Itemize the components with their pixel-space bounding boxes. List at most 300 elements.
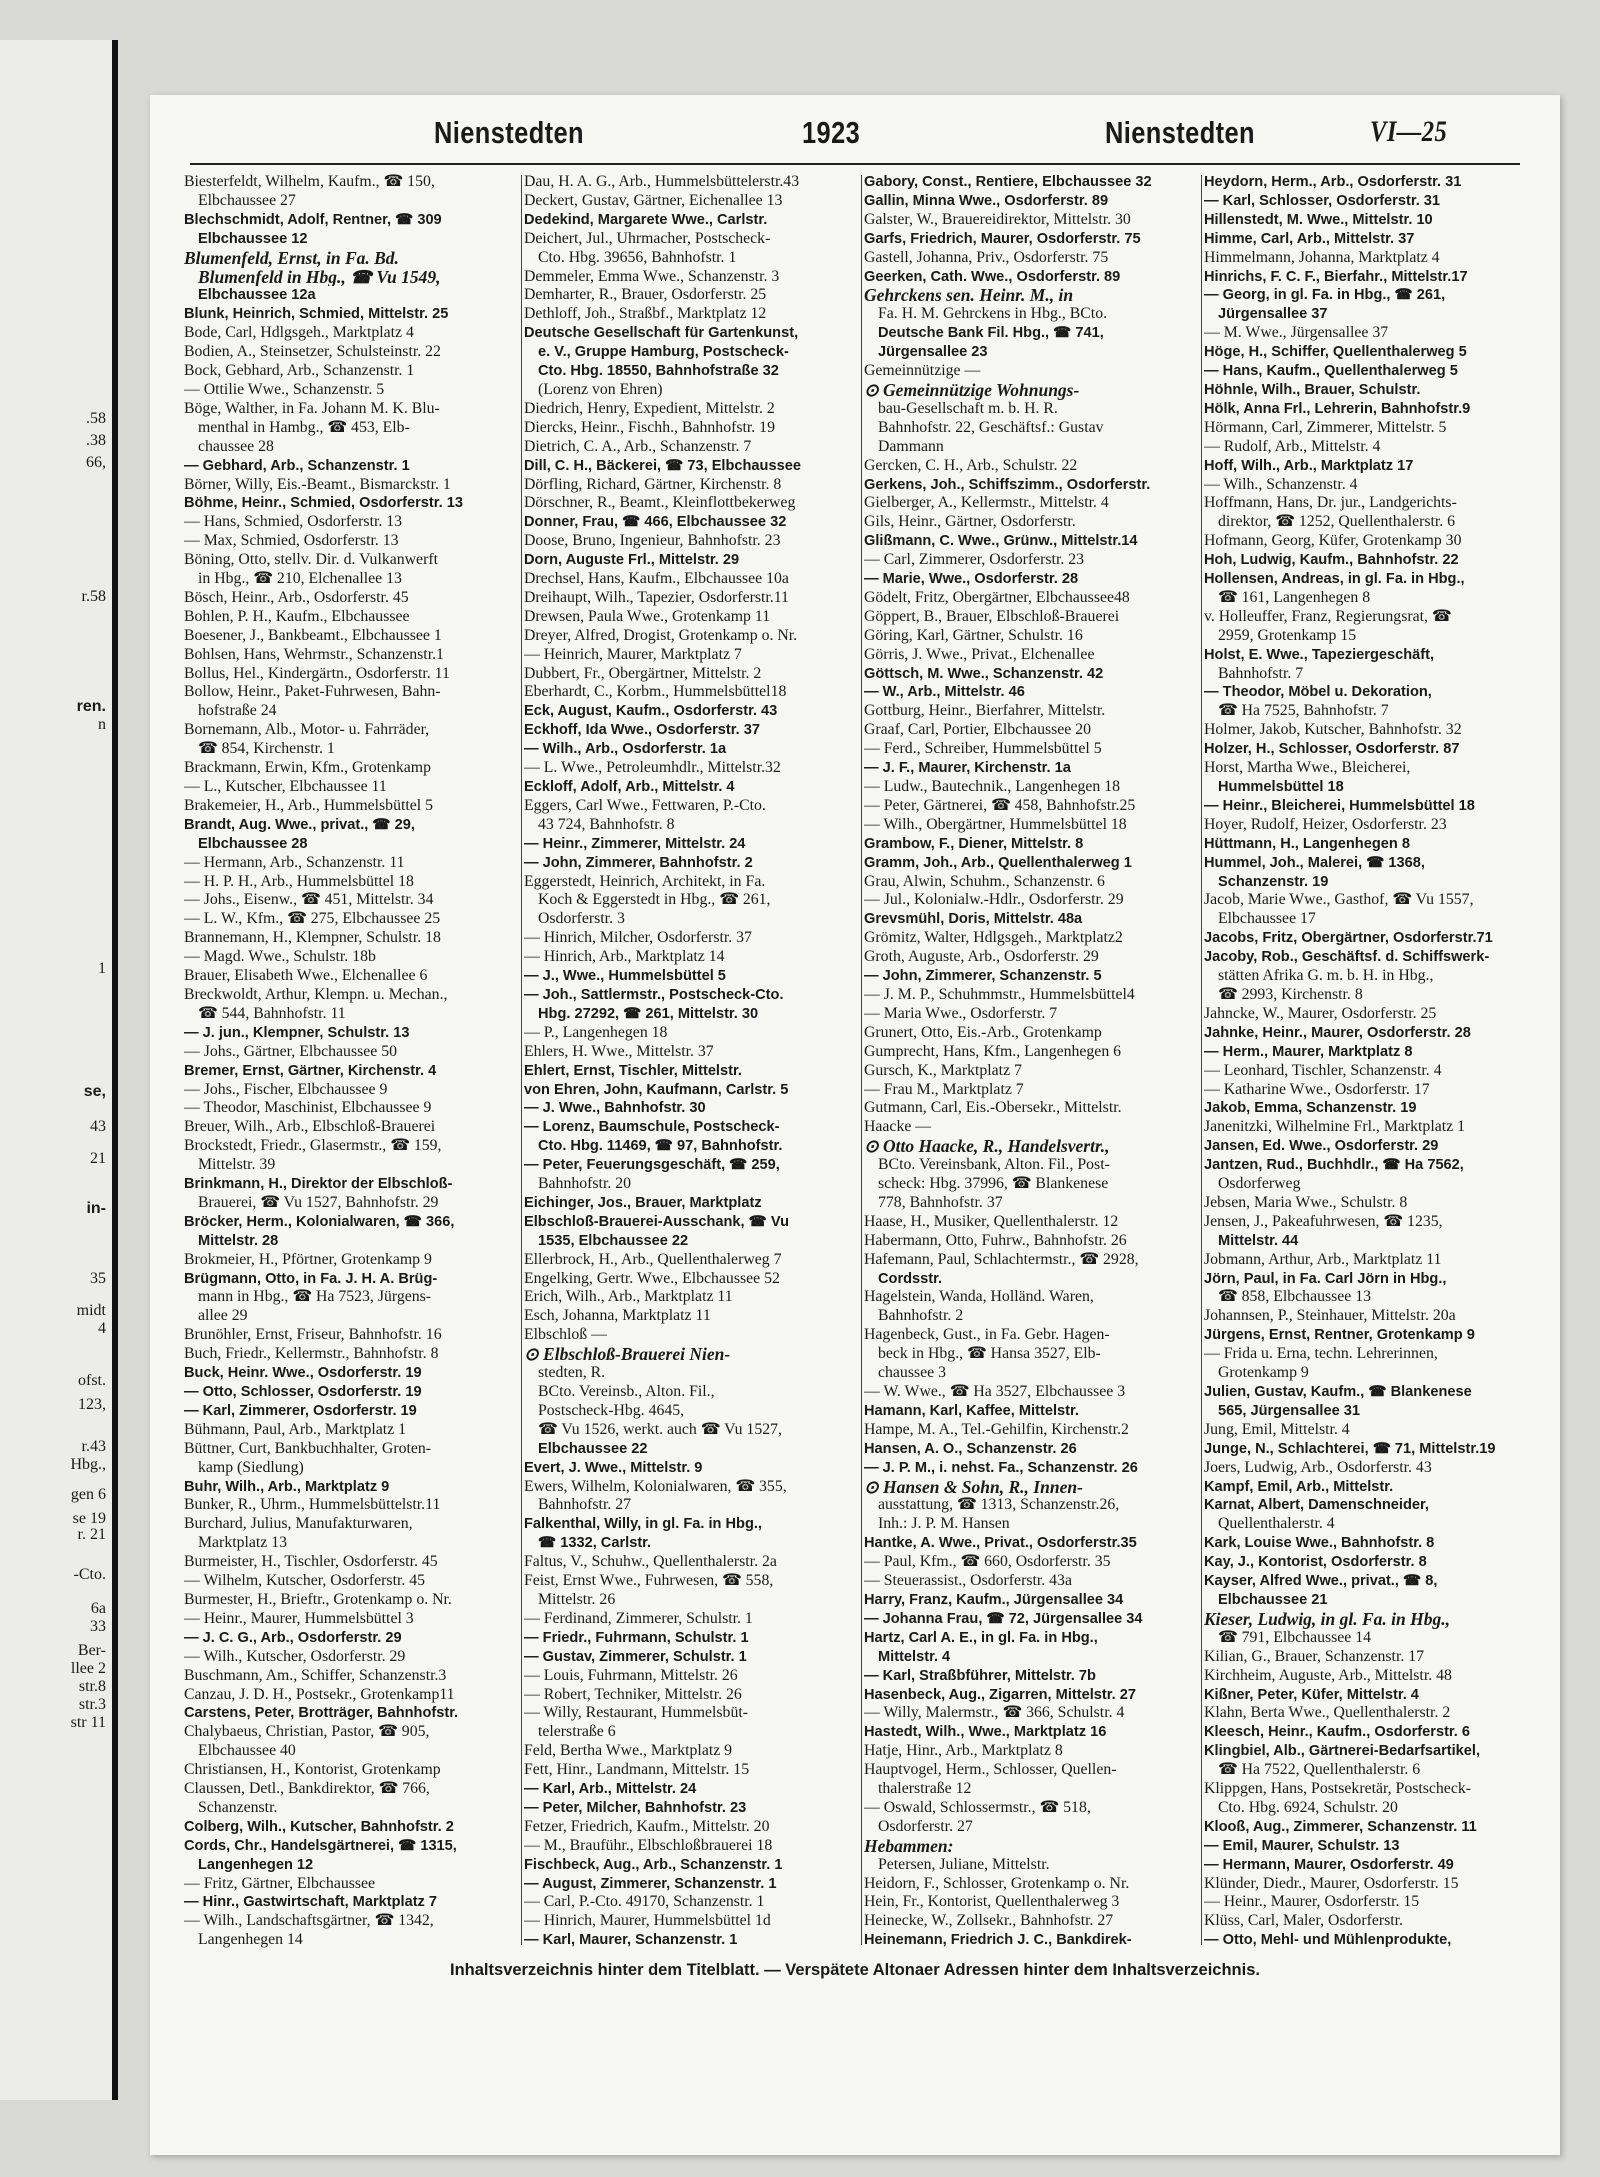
directory-entry: Eggers, Carl Wwe., Fettwaren, P.-Cto.: [524, 796, 766, 814]
directory-entry: von Ehren, John, Kaufmann, Carlstr. 5: [524, 1081, 789, 1098]
directory-entry: — Hinrich, Milcher, Osdorferstr. 37: [524, 929, 752, 947]
directory-entry: Klooß, Aug., Zimmerer, Schanzenstr. 11: [1204, 1818, 1477, 1835]
directory-entry: Quellenthalerstr. 4: [1218, 1515, 1335, 1533]
directory-entry: Haacke —: [864, 1118, 932, 1136]
directory-entry: — Otto, Mehl- und Mühlenprodukte,: [1204, 1932, 1452, 1949]
directory-entry: Hamann, Karl, Kaffee, Mittelstr.: [864, 1402, 1079, 1419]
page-header: [150, 115, 1560, 163]
adjacent-page-text: in-: [86, 1200, 106, 1217]
directory-entry: Jürgens, Ernst, Rentner, Grotenkamp 9: [1204, 1327, 1475, 1344]
directory-entry: Petersen, Juliane, Mittelstr.: [878, 1855, 1050, 1873]
directory-entry: Osdorferweg: [1218, 1175, 1301, 1193]
directory-entry: Bahnhofstr. 20: [538, 1175, 632, 1193]
directory-entry: Deutsche Bank Fil. Hbg., ☎ 741,: [878, 325, 1104, 342]
directory-entry: Karnat, Albert, Damenschneider,: [1204, 1497, 1429, 1514]
directory-entry: 2959, Grotenkamp 15: [1218, 626, 1357, 644]
directory-entry: Cordsstr.: [878, 1270, 943, 1287]
directory-entry: Grömitz, Walter, Hdlgsgeh., Marktplatz2: [864, 929, 1123, 947]
directory-entry: Fa. H. M. Gehrckens in Hbg., BCto.: [878, 305, 1108, 323]
directory-entry: — Frida u. Erna, techn. Lehrerinnen,: [1204, 1345, 1438, 1363]
directory-entry: Bollow, Heinr., Paket-Fuhrwesen, Bahn-: [184, 683, 441, 701]
directory-entry: Gursch, K., Marktplatz 7: [864, 1061, 1022, 1079]
adjacent-page-text: n: [98, 716, 106, 733]
directory-entry: Gödelt, Fritz, Obergärtner, Elbchaussee48: [864, 588, 1130, 606]
directory-entry: Jensen, J., Pakeafuhrwesen, ☎ 1235,: [1204, 1212, 1443, 1230]
directory-entry: — Johs., Fischer, Elbchaussee 9: [184, 1080, 388, 1098]
directory-entry: — Karl, Arb., Mittelstr. 24: [524, 1781, 697, 1798]
column-divider: [861, 175, 862, 1945]
adjacent-page-text: str 11: [70, 1714, 106, 1731]
directory-entry: 1535, Elbchaussee 22: [538, 1232, 689, 1249]
directory-entry: Deutsche Gesellschaft für Gartenkunst,: [524, 325, 799, 342]
directory-entry: ☎ 858, Elbchaussee 13: [1218, 1288, 1372, 1306]
directory-entry: Burmeister, H., Tischler, Osdorferstr. 45: [184, 1553, 438, 1571]
directory-entry: — Heinrich, Maurer, Marktplatz 7: [524, 645, 742, 663]
directory-entry: — Jul., Kolonialw.-Hdlr., Osdorferstr. 29: [864, 891, 1124, 909]
directory-entry: — Willy, Restaurant, Hummelsbüt-: [524, 1704, 749, 1722]
directory-entry: — Rudolf, Arb., Mittelstr. 4: [1204, 437, 1381, 455]
footer-note: Inhaltsverzeichnis hinter dem Titelblatt. — Verspätete Altonaer Adressen hinter dem Inhaltsverzeichnis.: [450, 1961, 1260, 1979]
directory-entry: Demharter, R., Brauer, Osdorferstr. 25: [524, 286, 767, 304]
directory-entry: — Heinr., Maurer, Hummelsbüttel 3: [184, 1609, 414, 1627]
adjacent-page-text: r. 21: [77, 1526, 106, 1543]
directory-entry: Bohlsen, Hans, Wehrmstr., Schanzenstr.1: [184, 645, 444, 663]
directory-entry: Bahnhofstr. 27: [538, 1496, 632, 1514]
directory-entry: Buck, Heinr. Wwe., Osdorferstr. 19: [184, 1365, 422, 1382]
directory-entry: Kampf, Emil, Arb., Mittelstr.: [1204, 1478, 1394, 1495]
directory-entry: Hagelstein, Wanda, Holländ. Waren,: [864, 1288, 1094, 1306]
directory-entry: Hüttmann, H., Langenhegen 8: [1204, 835, 1410, 852]
directory-entry: Blumenfeld, Ernst, in Fa. Bd.: [184, 248, 399, 268]
directory-entry: — Karl, Zimmerer, Osdorferstr. 19: [184, 1402, 417, 1419]
directory-entry: Glißmann, C. Wwe., Grünw., Mittelstr.14: [864, 533, 1138, 550]
directory-entry: — Magd. Wwe., Schulstr. 18b: [184, 948, 376, 966]
column-divider: [1201, 175, 1202, 1945]
directory-entry: — Steuerassist., Osdorferstr. 43a: [864, 1572, 1072, 1590]
directory-entry: ☎ Ha 7522, Quellenthalerstr. 6: [1218, 1761, 1421, 1779]
directory-entry: allee 29: [198, 1307, 248, 1325]
directory-entry: Canzau, J. D. H., Postsekr., Grotenkamp11: [184, 1685, 455, 1703]
adjacent-page-fragment: [0, 40, 118, 2100]
directory-entry: Jörn, Paul, in Fa. Carl Jörn in Hbg.,: [1204, 1270, 1447, 1287]
directory-entry: 565, Jürgensallee 31: [1218, 1402, 1360, 1419]
directory-entry: v. Holleuffer, Franz, Regierungsrat, ☎: [1204, 607, 1452, 625]
directory-entry: Gehrckens sen. Heinr. M., in: [864, 286, 1074, 306]
directory-entry: Fischbeck, Aug., Arb., Schanzenstr. 1: [524, 1856, 783, 1873]
adjacent-page-text: se,: [83, 1083, 106, 1100]
directory-entry: Kirchheim, Auguste, Arb., Mittelstr. 48: [1204, 1666, 1452, 1684]
directory-entry: Höge, H., Schiffer, Quellenthalerweg 5: [1204, 344, 1467, 361]
directory-entry: ☎ 791, Elbchaussee 14: [1218, 1628, 1372, 1646]
adjacent-page-text: 33: [90, 1618, 106, 1635]
directory-entry: mann in Hbg., ☎ Ha 7523, Jürgens-: [198, 1288, 432, 1306]
directory-entry: Gercken, C. H., Arb., Schulstr. 22: [864, 456, 1078, 474]
directory-entry: — Ludw., Bautechnik., Langenhegen 18: [864, 778, 1121, 795]
directory-entry: Buhr, Wilh., Arb., Marktplatz 9: [184, 1478, 390, 1495]
directory-entry: Burmester, H., Brieftr., Grotenkamp o. Nr.: [184, 1590, 452, 1608]
directory-column-3: [864, 173, 1198, 1951]
directory-entry: Erich, Wilh., Arb., Marktplatz 11: [524, 1288, 733, 1306]
directory-entry: Dubbert, Fr., Obergärtner, Mittelstr. 2: [524, 664, 762, 682]
directory-entry: Colberg, Wilh., Kutscher, Bahnhofstr. 2: [184, 1818, 454, 1835]
directory-entry: Jacob, Marie Wwe., Gasthof, ☎ Vu 1557,: [1204, 891, 1474, 909]
directory-entry: Jobmann, Arthur, Arb., Marktplatz 11: [1204, 1250, 1442, 1268]
directory-entry: Groth, Auguste, Arb., Osdorferstr. 29: [864, 948, 1099, 966]
directory-entry: — Georg, in gl. Fa. in Hbg., ☎ 261,: [1204, 287, 1446, 304]
directory-entry: — J. C. G., Arb., Osdorferstr. 29: [184, 1629, 402, 1646]
directory-entry: Eberhardt, C., Korbm., Hummelsbüttel18: [524, 683, 787, 701]
directory-entry: Dietrich, C. A., Arb., Schanzenstr. 7: [524, 437, 752, 455]
directory-entry: — Robert, Techniker, Mittelstr. 26: [524, 1685, 742, 1703]
directory-entry: Kißner, Peter, Küfer, Mittelstr. 4: [1204, 1686, 1419, 1703]
directory-entry: — W. Wwe., ☎ Ha 3527, Elbchaussee 3: [864, 1383, 1126, 1400]
directory-entry: Klippgen, Hans, Postsekretär, Postscheck-: [1204, 1780, 1471, 1798]
directory-entry: Dethloff, Joh., Straßbf., Marktplatz 12: [524, 305, 767, 323]
directory-entry: Grotenkamp 9: [1218, 1364, 1309, 1382]
directory-entry: Bröcker, Herm., Kolonialwaren, ☎ 366,: [184, 1213, 455, 1230]
directory-entry: Hansen, A. O., Schanzenstr. 26: [864, 1440, 1077, 1457]
directory-entry: — Peter, Gärtnerei, ☎ 458, Bahnhofstr.25: [864, 796, 1136, 814]
directory-entry: Schanzenstr. 19: [1218, 873, 1329, 890]
directory-entry: Breuer, Wilh., Arb., Elbschloß-Brauerei: [184, 1118, 436, 1136]
adjacent-page-text: 123,: [78, 1396, 106, 1413]
directory-entry: — Emil, Maurer, Schulstr. 13: [1204, 1837, 1400, 1854]
directory-entry: e. V., Gruppe Hamburg, Postscheck-: [538, 344, 789, 361]
directory-entry: Brakemeier, H., Arb., Hummelsbüttel 5: [184, 796, 433, 814]
directory-entry: Drechsel, Hans, Kaufm., Elbchaussee 10a: [524, 570, 789, 588]
directory-entry: Bösch, Heinr., Arb., Osdorferstr. 45: [184, 588, 409, 606]
directory-entry: Hoh, Ludwig, Kaufm., Bahnhofstr. 22: [1204, 552, 1459, 569]
directory-entry: Cto. Hbg. 39656, Bahnhofstr. 1: [538, 248, 737, 266]
directory-entry: in Hbg., ☎ 210, Elchenallee 13: [198, 570, 402, 588]
adjacent-page-text: Hbg.,: [70, 1456, 106, 1473]
directory-entry: — Hinrich, Maurer, Hummelsbüttel 1d: [524, 1912, 771, 1930]
directory-entry: Falkenthal, Willy, in gl. Fa. in Hbg.,: [524, 1516, 762, 1533]
directory-entry: — Fritz, Gärtner, Elbchaussee: [184, 1874, 376, 1892]
directory-entry: — Wilh., Kutscher, Osdorferstr. 29: [184, 1647, 406, 1665]
running-head-left: Nienstedten: [434, 115, 584, 150]
adjacent-page-text: 66,: [86, 454, 106, 471]
directory-entry: — Marie, Wwe., Osdorferstr. 28: [864, 571, 1079, 588]
directory-entry: Drewsen, Paula Wwe., Grotenkamp 11: [524, 607, 771, 625]
directory-entry: Kayser, Alfred Wwe., privat., ☎ 8,: [1204, 1573, 1438, 1590]
directory-entry: ☎ 854, Kirchenstr. 1: [198, 740, 335, 758]
adjacent-page-text: .58: [86, 410, 106, 427]
directory-entry: Grunert, Otto, Eis.-Arb., Grotenkamp: [864, 1023, 1102, 1041]
adjacent-page-text: str.8: [78, 1678, 106, 1695]
directory-entry: Harry, Franz, Kaufm., Jürgensallee 34: [864, 1591, 1124, 1608]
directory-entry: Gallin, Minna Wwe., Osdorferstr. 89: [864, 192, 1109, 209]
directory-entry: — Heinr., Zimmerer, Mittelstr. 24: [524, 835, 746, 852]
directory-entry: Elbchaussee 12a: [198, 287, 316, 304]
directory-entry: — Hermann, Arb., Schanzenstr. 11: [184, 853, 405, 871]
directory-entry: Dammann: [878, 437, 944, 455]
directory-entry: Hillenstedt, M. Wwe., Mittelstr. 10: [1204, 211, 1433, 228]
directory-entry: — Karl, Schlosser, Osdorferstr. 31: [1204, 192, 1441, 209]
directory-entry: Bohlen, P. H., Kaufm., Elbchaussee: [184, 607, 410, 625]
directory-entry: Marktplatz 13: [198, 1534, 288, 1552]
directory-entry: Buschmann, Am., Schiffer, Schanzenstr.3: [184, 1666, 447, 1684]
directory-entry: Göttsch, M. Wwe., Schanzenstr. 42: [864, 665, 1104, 682]
directory-entry: Hummel, Joh., Malerei, ☎ 1368,: [1204, 854, 1425, 871]
directory-entry: Eichinger, Jos., Brauer, Marktplatz: [524, 1194, 762, 1211]
directory-entry: — Friedr., Fuhrmann, Schulstr. 1: [524, 1629, 749, 1646]
directory-entry: Himme, Carl, Arb., Mittelstr. 37: [1204, 230, 1415, 247]
directory-entry: Holzer, H., Schlosser, Osdorferstr. 87: [1204, 741, 1460, 758]
directory-entry: Jacobs, Fritz, Obergärtner, Osdorferstr.71: [1204, 930, 1493, 947]
directory-entry: Jansen, Ed. Wwe., Osdorferstr. 29: [1204, 1138, 1439, 1155]
directory-entry: Demmeler, Emma Wwe., Schanzenstr. 3: [524, 267, 780, 285]
directory-entry: — Karl, Straßbführer, Mittelstr. 7b: [864, 1667, 1096, 1684]
directory-entry: Cto. Hbg. 6924, Schulstr. 20: [1218, 1798, 1398, 1816]
directory-entry: — J. jun., Klempner, Schulstr. 13: [184, 1024, 410, 1041]
adjacent-page-text: .38: [86, 432, 106, 449]
directory-entry: Osdorferstr. 3: [538, 910, 625, 928]
directory-entry: Brauer, Elisabeth Wwe., Elchenallee 6: [184, 967, 428, 985]
directory-entry: ☎ 1332, Carlstr.: [538, 1535, 652, 1552]
directory-entry: Chalybaeus, Christian, Pastor, ☎ 905,: [184, 1723, 430, 1741]
directory-page: [150, 95, 1560, 2155]
directory-entry: Garfs, Friedrich, Maurer, Osdorferstr. 75: [864, 230, 1141, 247]
directory-entry: Claussen, Detl., Bankdirektor, ☎ 766,: [184, 1780, 430, 1798]
directory-entry: — Karl, Maurer, Schanzenstr. 1: [524, 1932, 738, 1949]
directory-entry: Gramm, Joh., Arb., Quellenthalerweg 1: [864, 854, 1132, 871]
directory-entry: BCto. Vereinsbank, Alton. Fil., Post-: [878, 1156, 1110, 1174]
directory-entry: Dill, C. H., Bäckerei, ☎ 73, Elbchaussee: [524, 457, 801, 474]
directory-entry: Jacoby, Rob., Geschäftsf. d. Schiffswerk-: [1204, 949, 1490, 966]
directory-entry: Ehlers, H. Wwe., Mittelstr. 37: [524, 1042, 714, 1060]
directory-entry: telerstraße 6: [538, 1723, 616, 1741]
directory-entry: Graaf, Carl, Portier, Elbchaussee 20: [864, 721, 1092, 739]
directory-entry: — L. W., Kfm., ☎ 275, Elbchaussee 25: [184, 910, 441, 928]
directory-entry: — Johanna Frau, ☎ 72, Jürgensallee 34: [864, 1610, 1143, 1627]
directory-column-2: [524, 173, 858, 1951]
directory-entry: Eckhoff, Ida Wwe., Osdorferstr. 37: [524, 722, 760, 739]
directory-entry: Brandt, Aug. Wwe., privat., ☎ 29,: [184, 816, 415, 833]
directory-entry: — Wilh., Landschaftsgärtner, ☎ 1342,: [184, 1912, 434, 1930]
adjacent-page-text: 6a: [90, 1600, 106, 1617]
directory-entry: [524, 1950, 858, 1951]
directory-entry: Eckloff, Adolf, Arb., Mittelstr. 4: [524, 779, 735, 795]
directory-entry: Ehlert, Ernst, Tischler, Mittelstr.: [524, 1062, 742, 1079]
directory-entry: Jakob, Emma, Schanzenstr. 19: [1204, 1100, 1417, 1117]
directory-entry: Hbg. 27292, ☎ 261, Mittelstr. 30: [538, 1005, 759, 1022]
directory-entry: scheck: Hbg. 37996, ☎ Blankenese: [878, 1175, 1109, 1193]
directory-entry: Gabory, Const., Rentiere, Elbchaussee 32: [864, 174, 1152, 190]
adjacent-page-text: -Cto.: [73, 1566, 106, 1583]
column-divider: [521, 175, 522, 1945]
directory-entry: Inh.: J. P. M. Hansen: [878, 1515, 1010, 1533]
directory-entry: Julien, Gustav, Kaufm., ☎ Blankenese: [1204, 1384, 1472, 1400]
directory-entry: Hatje, Hinr., Arb., Marktplatz 8: [864, 1742, 1063, 1760]
directory-entry: — Frau M., Marktplatz 7: [864, 1080, 1024, 1098]
directory-entry: — Gebhard, Arb., Schanzenstr. 1: [184, 457, 410, 474]
directory-entry: — Heinr., Bleicherei, Hummelsbüttel 18: [1204, 797, 1475, 814]
directory-entry: Klünder, Diedr., Maurer, Osdorferstr. 15: [1204, 1874, 1459, 1892]
directory-entry: Mittelstr. 39: [198, 1156, 276, 1174]
directory-entry: Blunk, Heinrich, Schmied, Mittelstr. 25: [184, 306, 449, 323]
directory-entry: — Louis, Fuhrmann, Mittelstr. 26: [524, 1666, 738, 1684]
directory-entry: Hebammen:: [864, 1836, 954, 1856]
directory-entry: — Herm., Maurer, Marktplatz 8: [1204, 1043, 1413, 1060]
directory-entry: Eggerstedt, Heinrich, Architekt, in Fa.: [524, 872, 766, 890]
directory-entry: Grambow, F., Diener, Mittelstr. 8: [864, 835, 1084, 852]
directory-entry: [1204, 1950, 1524, 1951]
adjacent-page-text: gen 6: [70, 1486, 106, 1503]
directory-entry: — Hinrich, Arb., Marktplatz 14: [524, 948, 725, 966]
directory-entry: ☎ Vu 1526, werkt. auch ☎ Vu 1527,: [538, 1420, 782, 1438]
directory-entry: Jürgensallee 37: [1218, 306, 1328, 323]
directory-entry: 43 724, Bahnhofstr. 8: [538, 815, 675, 833]
adjacent-page-text: 4: [98, 1320, 106, 1337]
directory-entry: Elbchaussee 27: [198, 191, 296, 209]
directory-entry: Bornemann, Alb., Motor- u. Fahrräder,: [184, 721, 430, 739]
directory-entry: Dörfling, Richard, Gärtner, Kirchenstr. 8: [524, 475, 782, 493]
directory-entry: Hoff, Wilh., Arb., Marktplatz 17: [1204, 457, 1414, 474]
directory-entry: Brannemann, H., Klempner, Schulstr. 18: [184, 929, 441, 947]
directory-entry: Postscheck-Hbg. 4645,: [538, 1401, 685, 1419]
directory-entry: Himmelmann, Johanna, Marktplatz 4: [1204, 248, 1440, 266]
directory-entry: Gutmann, Carl, Eis.-Obersekr., Mittelstr.: [864, 1099, 1122, 1117]
directory-entry: Mittelstr. 4: [878, 1648, 951, 1665]
directory-entry: Börner, Willy, Eis.-Beamt., Bismarckstr. 1: [184, 475, 451, 493]
adjacent-page-text: ren.: [76, 698, 106, 715]
directory-entry: Heinecke, W., Zollsekr., Bahnhofstr. 27: [864, 1912, 1114, 1930]
directory-entry: Büttner, Curt, Bankbuchhalter, Groten-: [184, 1439, 432, 1457]
adjacent-page-text: se 19: [72, 1510, 106, 1527]
directory-column-1: [184, 173, 518, 1951]
directory-entry: — J. P. M., i. nehst. Fa., Schanzenstr. 26: [864, 1459, 1138, 1476]
directory-entry: — Peter, Feuerungsgeschäft, ☎ 259,: [524, 1157, 780, 1174]
directory-entry: bau-Gesellschaft m. b. H. R.: [878, 399, 1058, 417]
directory-entry: Brokmeier, H., Pförtner, Grotenkamp 9: [184, 1250, 432, 1268]
directory-entry: hofstraße 24: [198, 702, 277, 720]
directory-entry: Gottburg, Heinr., Bierfahrer, Mittelstr.: [864, 702, 1106, 720]
directory-entry: — Oswald, Schlossermstr., ☎ 518,: [864, 1798, 1091, 1816]
directory-entry: Hantke, A. Wwe., Privat., Osdorferstr.35: [864, 1535, 1137, 1552]
directory-entry: Heinemann, Friedrich J. C., Bankdirek-: [864, 1932, 1132, 1949]
directory-entry: Langenhegen 14: [198, 1931, 303, 1949]
directory-entry: — Peter, Milcher, Bahnhofstr. 23: [524, 1799, 747, 1816]
directory-entry: Galster, W., Brauereidirektor, Mittelstr. 30: [864, 210, 1131, 228]
page-number: VI—25: [1370, 115, 1448, 148]
directory-entry: — Max, Schmied, Osdorferstr. 13: [184, 532, 399, 550]
directory-entry: Breckwoldt, Arthur, Klempn. u. Mechan.,: [184, 985, 448, 1003]
directory-entry: Donner, Frau, ☎ 466, Elbchaussee 32: [524, 514, 787, 531]
directory-entry: Joers, Ludwig, Arb., Osdorferstr. 43: [1204, 1458, 1432, 1476]
directory-entry: Bollus, Hel., Kindergärtn., Osdorferstr. 11: [184, 664, 450, 682]
directory-entry: — Joh., Sattlermstr., Postscheck-Cto.: [524, 986, 784, 1003]
directory-entry: Jantzen, Rud., Buchhdlr., ☎ Ha 7562,: [1204, 1157, 1464, 1174]
directory-entry: kamp (Siedlung): [198, 1458, 304, 1476]
directory-entry: Elbchaussee 12: [198, 230, 308, 247]
directory-entry: Junge, N., Schlachterei, ☎ 71, Mittelstr.19: [1204, 1440, 1496, 1457]
directory-entry: Christiansen, H., Kontorist, Grotenkamp: [184, 1761, 441, 1779]
directory-entry: — L., Kutscher, Elbchaussee 11: [184, 778, 387, 795]
directory-entry: Böhme, Heinr., Schmied, Osdorferstr. 13: [184, 495, 463, 512]
directory-entry: Hofmann, Georg, Küfer, Grotenkamp 30: [1204, 532, 1462, 550]
directory-entry: — Hans, Schmied, Osdorferstr. 13: [184, 513, 403, 531]
adjacent-page-text: r.43: [81, 1438, 106, 1455]
directory-entry: Elbchaussee 17: [1218, 910, 1316, 928]
directory-entry: — Johs., Gärtner, Elbchaussee 50: [184, 1042, 398, 1060]
directory-entry: ⊙ Gemeinnützige Wohnungs-: [864, 380, 1080, 400]
directory-entry: — Wilh., Schanzenstr. 4: [1204, 475, 1358, 493]
directory-entry: Hummelsbüttel 18: [1218, 779, 1344, 795]
directory-entry: Gielberger, A., Kellermstr., Mittelstr. 4: [864, 494, 1109, 512]
directory-entry: Böning, Otto, stellv. Dir. d. Vulkanwerft: [184, 551, 438, 569]
directory-entry: — Theodor, Maschinist, Elbchaussee 9: [184, 1099, 432, 1117]
directory-entry: Schanzenstr.: [198, 1798, 278, 1816]
directory-entry: Osdorferstr. 27: [878, 1817, 973, 1835]
directory-entry: Gils, Heinr., Gärtner, Osdorferstr.: [864, 513, 1076, 531]
directory-entry: Hölk, Anna Frl., Lehrerin, Bahnhofstr.9: [1204, 400, 1471, 417]
directory-entry: Heidorn, F., Schlosser, Grotenkamp o. Nr.: [864, 1874, 1130, 1892]
directory-entry: Ewers, Wilhelm, Kolonialwaren, ☎ 355,: [524, 1477, 787, 1495]
directory-entry: Jebsen, Maria Wwe., Schulstr. 8: [1204, 1193, 1408, 1211]
year-heading: 1923: [802, 115, 861, 150]
directory-entry: ☎ 161, Langenhegen 8: [1218, 588, 1371, 606]
directory-entry: Gerkens, Joh., Schiffszimm., Osdorferstr.: [864, 476, 1151, 493]
directory-entry: Mittelstr. 28: [198, 1232, 279, 1249]
directory-entry: — Wilhelm, Kutscher, Osdorferstr. 45: [184, 1572, 426, 1590]
directory-entry: Esch, Johanna, Marktplatz 11: [524, 1307, 711, 1325]
directory-entry: — John, Zimmerer, Schanzenstr. 5: [864, 968, 1102, 985]
directory-entry: Koch & Eggerstedt in Hbg., ☎ 261,: [538, 891, 771, 909]
directory-entry: Kay, J., Kontorist, Osdorferstr. 8: [1204, 1554, 1427, 1571]
directory-entry: Mittelstr. 26: [538, 1590, 616, 1608]
directory-entry: Langenhegen 12: [198, 1856, 314, 1873]
directory-entry: Brunöhler, Ernst, Friseur, Bahnhofstr. 16: [184, 1326, 442, 1344]
directory-entry: Elbchaussee 21: [1218, 1591, 1328, 1608]
directory-entry: Deckert, Gustav, Gärtner, Eichenallee 13: [524, 191, 783, 209]
directory-entry: stedten, R.: [538, 1364, 606, 1382]
directory-entry: Mittelstr. 44: [1218, 1232, 1299, 1249]
directory-entry: Görris, J. Wwe., Privat., Elchenallee: [864, 645, 1095, 663]
directory-entry: — L. Wwe., Petroleumhdlr., Mittelstr.32: [524, 759, 781, 777]
directory-column-4: [1204, 173, 1524, 1951]
directory-entry: Janenitzki, Wilhelmine Frl., Marktplatz 1: [1204, 1118, 1465, 1136]
directory-entry: Hartz, Carl A. E., in gl. Fa. in Hbg.,: [864, 1629, 1098, 1646]
directory-entry: — Otto, Schlosser, Osdorferstr. 19: [184, 1384, 422, 1400]
directory-entry: Klahn, Berta Wwe., Quellenthalerstr. 2: [1204, 1704, 1451, 1722]
directory-entry: Böge, Walther, in Fa. Johann M. K. Blu-: [184, 399, 440, 417]
directory-entry: Hastedt, Wilh., Wwe., Marktplatz 16: [864, 1724, 1107, 1741]
directory-entry: — Lorenz, Baumschule, Postscheck-: [524, 1119, 780, 1136]
directory-entry: Burchard, Julius, Manufakturwaren,: [184, 1515, 413, 1533]
directory-entry: direktor, ☎ 1252, Quellenthalerstr. 6: [1218, 513, 1456, 531]
directory-entry: Boesener, J., Bankbeamt., Elbchaussee 1: [184, 626, 442, 644]
directory-entry: Cto. Hbg. 18550, Bahnhofstraße 32: [538, 363, 779, 380]
directory-entry: — Katharine Wwe., Osdorferstr. 17: [1204, 1080, 1430, 1098]
directory-entry: Bunker, R., Uhrm., Hummelsbüttelstr.11: [184, 1496, 441, 1514]
directory-entry: Bühmann, Paul, Arb., Marktplatz 1: [184, 1420, 407, 1438]
directory-entry: Elbchaussee 22: [538, 1440, 648, 1457]
directory-entry: Bock, Gebhard, Arb., Schanzenstr. 1: [184, 362, 415, 380]
directory-entry: Haase, H., Musiker, Quellenthalerstr. 12: [864, 1212, 1119, 1230]
adjacent-page-text: ofst.: [78, 1372, 106, 1389]
directory-entry: Hein, Fr., Kontorist, Quellenthalerweg 3: [864, 1893, 1120, 1911]
directory-entry: Elbchaussee 40: [198, 1742, 296, 1760]
directory-columns: [184, 173, 1524, 1951]
directory-entry: Brockstedt, Friedr., Glasermstr., ☎ 159,: [184, 1137, 442, 1155]
directory-entry: Jahnke, Heinr., Maurer, Osdorferstr. 28: [1204, 1024, 1471, 1041]
directory-entry: Diedrich, Henry, Expedient, Mittelstr. 2: [524, 399, 775, 417]
directory-entry: — J., Wwe., Hummelsbüttel 5: [524, 968, 726, 985]
adjacent-page-text: 1: [98, 960, 106, 977]
directory-entry: — P., Langenhegen 18: [524, 1023, 668, 1041]
directory-entry: — Willy, Malermstr., ☎ 366, Schulstr. 4: [864, 1704, 1125, 1722]
